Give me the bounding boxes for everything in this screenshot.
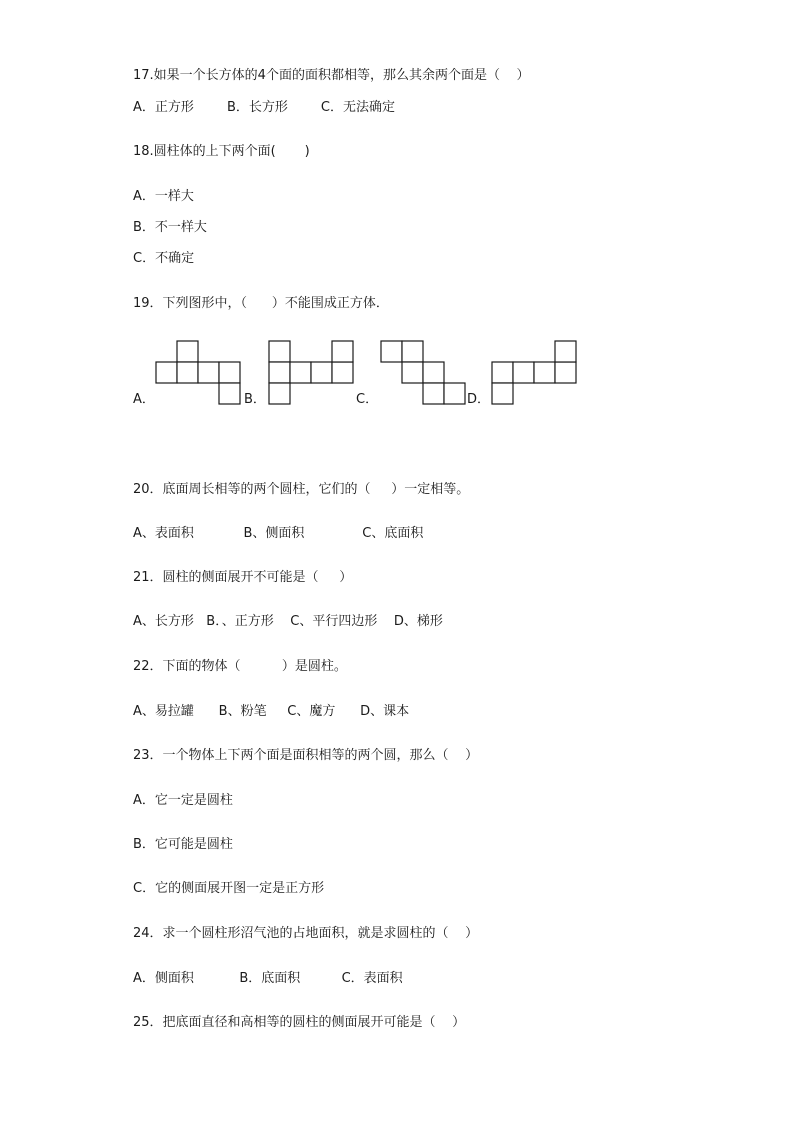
question-18-option-b: B．不一样大 [133, 220, 207, 235]
question-25-stem: 25．把底面直径和高相等的圆柱的侧面展开可能是（ ） [133, 1015, 466, 1030]
question-17-options: A．正方形 B．长方形 C．无法确定 [133, 100, 396, 115]
question-22-options: A、易拉罐 B、粉笔 C、魔方 D、课本 [133, 704, 410, 719]
question-21-options: A、长方形 B．、正方形 C、平行四边形 D、梯形 [133, 614, 443, 629]
question-21-stem: 21．圆柱的侧面展开不可能是（ ） [133, 570, 353, 585]
question-20-stem: 20．底面周长相等的两个圆柱，它们的（ ）一定相等。 [133, 482, 470, 497]
question-19-stem: 19．下列图形中，（ ）不能围成正方体． [133, 296, 389, 311]
question-18-stem: 18.圆柱体的上下两个面( ) [133, 144, 310, 159]
question-19-option-a-label: A． [133, 392, 155, 407]
question-23-option-c: C．它的侧面展开图一定是正方形 [133, 881, 325, 896]
question-20-options: A、表面积 B、侧面积 C、底面积 [133, 526, 424, 541]
question-23-option-a: A．它一定是圆柱 [133, 793, 233, 808]
question-23-option-b: B．它可能是圆柱 [133, 837, 233, 852]
question-24-options: A．侧面积 B．底面积 C．表面积 [133, 971, 403, 986]
question-23-stem: 23．一个物体上下两个面是面积相等的两个圆，那么（ ） [133, 748, 479, 763]
question-18-option-a: A．一样大 [133, 189, 194, 204]
question-24-stem: 24．求一个圆柱形沼气池的占地面积，就是求圆柱的（ ） [133, 926, 479, 941]
question-19-option-d-label: D． [467, 392, 491, 407]
question-19-option-c-label: C． [356, 392, 379, 407]
cube-net-c [380, 340, 468, 406]
question-18-option-c: C．不确定 [133, 251, 195, 266]
question-19-option-b-label: B． [244, 392, 266, 407]
question-22-stem: 22．下面的物体（ ）是圆柱。 [133, 659, 347, 674]
cube-net-b [268, 340, 356, 406]
cube-net-a [155, 340, 243, 406]
cube-net-d [491, 340, 579, 406]
question-17-stem: 17.如果一个长方体的4个面的面积都相等，那么其余两个面是（ ） [133, 68, 530, 83]
